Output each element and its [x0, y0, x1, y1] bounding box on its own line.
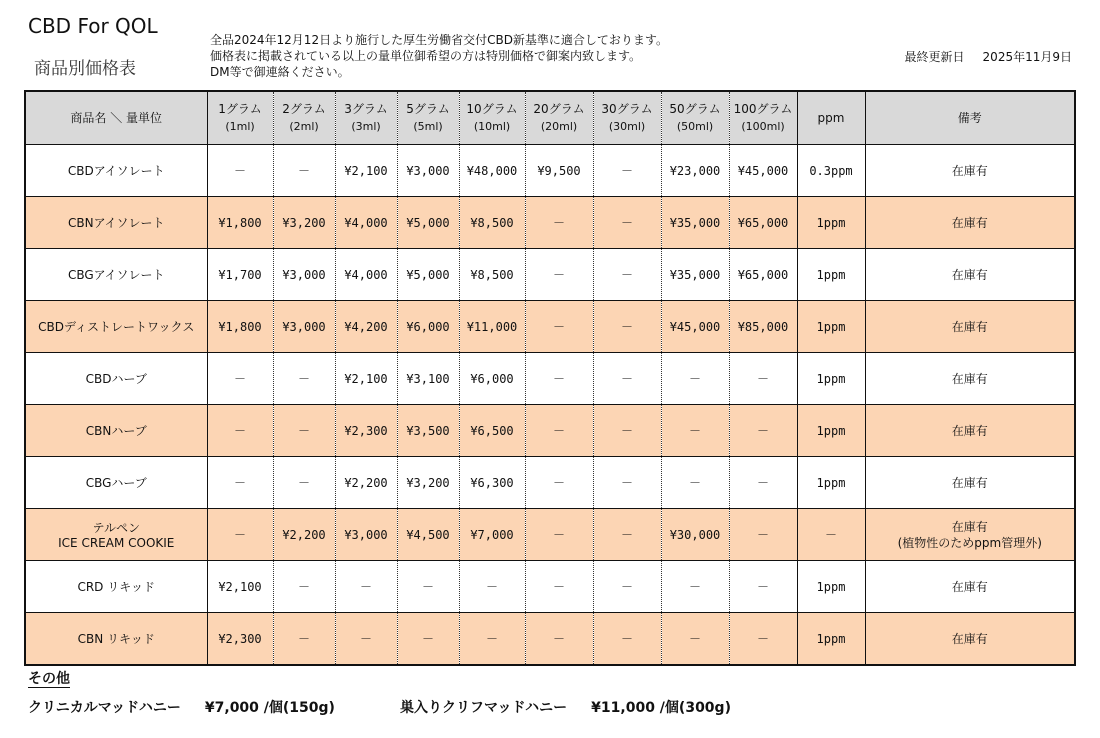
price-cell: － — [273, 561, 335, 613]
price-cell: ¥4,000 — [335, 197, 397, 249]
product-name: CRD リキッド — [77, 580, 156, 594]
column-header-unit: (5ml) — [413, 120, 443, 133]
price-cell: ¥4,500 — [397, 509, 459, 561]
column-header-unit: (10ml) — [473, 120, 511, 133]
column-header — [335, 91, 397, 145]
column-header — [661, 91, 729, 145]
product-name-cell — [25, 457, 207, 509]
table-row — [25, 457, 1075, 509]
price-cell: － — [207, 353, 273, 405]
price-cell: ¥2,100 — [207, 561, 273, 613]
price-cell: － — [273, 353, 335, 405]
other-item-name: クリニカルマッドハニー — [28, 700, 181, 716]
note-text: 在庫有 — [951, 579, 988, 594]
price-cell: － — [335, 561, 397, 613]
ppm-cell: 1ppm — [797, 561, 865, 613]
ppm-cell: 1ppm — [797, 613, 865, 666]
price-cell: ¥2,200 — [335, 457, 397, 509]
note-cell — [865, 561, 1075, 613]
note-text: 在庫有 — [951, 371, 988, 386]
price-cell: ¥11,000 — [459, 301, 525, 353]
price-cell: － — [593, 353, 661, 405]
column-header-label: 3グラム — [344, 102, 388, 116]
note-cell — [865, 301, 1075, 353]
table-row — [25, 613, 1075, 666]
column-header-label: 10グラム — [466, 102, 518, 116]
table-row — [25, 561, 1075, 613]
product-name-cell — [25, 145, 207, 197]
note-cell — [865, 353, 1075, 405]
ppm-cell: 1ppm — [797, 249, 865, 301]
price-cell: － — [661, 457, 729, 509]
note-text: 在庫有 — [951, 215, 988, 230]
price-cell: ¥1,800 — [207, 197, 273, 249]
price-cell: ¥85,000 — [729, 301, 797, 353]
price-cell: ¥2,100 — [335, 353, 397, 405]
price-cell: － — [525, 561, 593, 613]
column-header-unit: (2ml) — [289, 120, 319, 133]
column-header-label: 20グラム — [533, 102, 585, 116]
column-header — [865, 91, 1075, 145]
price-cell: － — [729, 613, 797, 666]
price-cell: － — [593, 405, 661, 457]
price-cell: ¥3,000 — [397, 145, 459, 197]
product-name: テルペン — [92, 521, 140, 535]
price-cell: － — [729, 561, 797, 613]
note-text: 在庫有 — [951, 475, 988, 490]
price-cell: － — [525, 301, 593, 353]
price-cell: ¥35,000 — [661, 197, 729, 249]
column-header — [273, 91, 335, 145]
column-header-label: 50グラム — [669, 102, 721, 116]
ppm-cell: － — [797, 509, 865, 561]
table-row — [25, 301, 1075, 353]
product-name-cell — [25, 249, 207, 301]
price-cell: ¥3,200 — [273, 197, 335, 249]
note-cell — [865, 405, 1075, 457]
page-subtitle: 商品別価格表 — [34, 59, 136, 79]
price-cell: － — [593, 301, 661, 353]
price-cell: － — [207, 145, 273, 197]
price-cell: ¥1,800 — [207, 301, 273, 353]
column-header-unit: (1ml) — [225, 120, 255, 133]
column-header — [25, 91, 207, 145]
price-cell: ¥6,500 — [459, 405, 525, 457]
column-header — [207, 91, 273, 145]
note-text: 在庫有 — [951, 519, 988, 534]
price-cell: ¥3,000 — [273, 249, 335, 301]
note-cell — [865, 145, 1075, 197]
ppm-cell: 1ppm — [797, 457, 865, 509]
price-cell: ¥6,000 — [397, 301, 459, 353]
note-cell — [865, 509, 1075, 561]
table-row — [25, 249, 1075, 301]
column-header-label: 30グラム — [601, 102, 653, 116]
table-row — [25, 405, 1075, 457]
note-text: (植物性のためppm管理外) — [897, 535, 1042, 550]
price-cell: － — [335, 613, 397, 666]
price-cell: － — [397, 613, 459, 666]
price-cell: ¥5,000 — [397, 249, 459, 301]
ppm-cell: 1ppm — [797, 301, 865, 353]
price-cell: － — [729, 509, 797, 561]
price-cell: ¥6,000 — [459, 353, 525, 405]
price-cell: ¥3,000 — [335, 509, 397, 561]
column-header-label: 備考 — [957, 110, 982, 125]
price-cell: － — [593, 249, 661, 301]
column-header-label: 2グラム — [282, 102, 326, 116]
price-cell: ¥2,300 — [207, 613, 273, 666]
column-header — [397, 91, 459, 145]
ppm-cell: 1ppm — [797, 405, 865, 457]
price-cell: － — [397, 561, 459, 613]
column-header-unit: (20ml) — [540, 120, 578, 133]
price-cell: ¥48,000 — [459, 145, 525, 197]
price-cell: ¥30,000 — [661, 509, 729, 561]
note-cell — [865, 249, 1075, 301]
column-header — [797, 91, 865, 145]
price-cell: － — [593, 613, 661, 666]
column-header — [459, 91, 525, 145]
column-header-label: 100グラム — [733, 102, 793, 116]
price-cell: ¥3,000 — [273, 301, 335, 353]
note-cell — [865, 613, 1075, 666]
price-cell: ¥3,100 — [397, 353, 459, 405]
table-row — [25, 197, 1075, 249]
price-cell: － — [661, 613, 729, 666]
price-cell: ¥3,200 — [397, 457, 459, 509]
column-header-label: 商品名 ＼ 量単位 — [70, 110, 163, 125]
price-cell: ¥9,500 — [525, 145, 593, 197]
price-cell: ¥2,300 — [335, 405, 397, 457]
product-name: CBNハーブ — [85, 424, 147, 438]
note-text: 在庫有 — [951, 423, 988, 438]
column-header — [593, 91, 661, 145]
ppm-cell: 1ppm — [797, 197, 865, 249]
price-cell: ¥5,000 — [397, 197, 459, 249]
price-cell: ¥6,300 — [459, 457, 525, 509]
other-section-title: その他 — [28, 671, 70, 687]
price-cell: － — [525, 457, 593, 509]
product-name-cell — [25, 509, 207, 561]
price-cell: ¥45,000 — [729, 145, 797, 197]
price-cell: － — [729, 457, 797, 509]
price-cell: ¥65,000 — [729, 249, 797, 301]
column-header-label: 1グラム — [218, 102, 262, 116]
product-name-cell — [25, 561, 207, 613]
column-header-label: 5グラム — [406, 102, 450, 116]
table-row — [25, 509, 1075, 561]
product-name-cell — [25, 301, 207, 353]
price-cell: ¥2,100 — [335, 145, 397, 197]
price-cell: － — [729, 353, 797, 405]
column-header — [525, 91, 593, 145]
price-cell: － — [525, 613, 593, 666]
price-cell: ¥3,500 — [397, 405, 459, 457]
price-cell: － — [593, 145, 661, 197]
other-item-price: ¥11,000 /個(300g) — [591, 700, 731, 716]
column-header — [729, 91, 797, 145]
table-row — [25, 145, 1075, 197]
note-cell — [865, 197, 1075, 249]
price-cell: ¥8,500 — [459, 249, 525, 301]
column-header-label: ppm — [817, 110, 845, 125]
price-cell: － — [525, 405, 593, 457]
price-cell: － — [729, 405, 797, 457]
table-body — [25, 145, 1075, 666]
price-cell: － — [661, 561, 729, 613]
note-cell — [865, 457, 1075, 509]
note-text: 在庫有 — [951, 631, 988, 646]
product-name-cell — [25, 353, 207, 405]
product-name: CBGアイソレート — [67, 268, 165, 282]
price-cell: － — [273, 613, 335, 666]
product-name-cell — [25, 405, 207, 457]
price-cell: － — [661, 353, 729, 405]
price-cell: － — [273, 145, 335, 197]
price-cell: － — [207, 457, 273, 509]
column-header-unit: (100ml) — [741, 120, 785, 133]
other-item-name: 巣入りクリフマッドハニー — [400, 700, 568, 716]
last-updated — [905, 48, 1072, 65]
price-cell: ¥4,000 — [335, 249, 397, 301]
product-name: CBDハーブ — [85, 372, 147, 386]
price-cell: － — [273, 457, 335, 509]
price-cell: － — [593, 509, 661, 561]
other-item — [400, 697, 731, 717]
page-title: CBD For QOL — [28, 14, 158, 38]
price-cell: － — [273, 405, 335, 457]
product-name-cell — [25, 197, 207, 249]
column-header-unit: (3ml) — [351, 120, 381, 133]
price-cell: ¥4,200 — [335, 301, 397, 353]
price-cell: － — [593, 457, 661, 509]
price-cell: ¥23,000 — [661, 145, 729, 197]
note-line: DM等で御連絡ください。 — [210, 65, 350, 79]
price-cell: ¥45,000 — [661, 301, 729, 353]
other-item-price: ¥7,000 /個(150g) — [204, 700, 335, 716]
ppm-cell: 1ppm — [797, 353, 865, 405]
column-header-unit: (50ml) — [676, 120, 714, 133]
product-name: CBDディストレートワックス — [38, 320, 195, 334]
price-cell: － — [207, 509, 273, 561]
price-cell: － — [207, 405, 273, 457]
product-name: CBN リキッド — [77, 632, 155, 646]
price-cell: ¥7,000 — [459, 509, 525, 561]
other-item — [28, 697, 335, 717]
product-name: CBDアイソレート — [67, 164, 165, 178]
ppm-cell: 0.3ppm — [797, 145, 865, 197]
note-line: 価格表に掲載されている以上の量単位御希望の方は特別価格で御案内致します。 — [210, 49, 642, 63]
product-name-cell — [25, 613, 207, 666]
price-cell: ¥65,000 — [729, 197, 797, 249]
updated-label: 最終更新日 — [904, 50, 965, 64]
table-header-row — [25, 91, 1075, 145]
price-cell: ¥8,500 — [459, 197, 525, 249]
price-cell: － — [661, 405, 729, 457]
note-text: 在庫有 — [951, 319, 988, 334]
price-cell: － — [525, 249, 593, 301]
price-cell: ¥1,700 — [207, 249, 273, 301]
notes-block — [210, 32, 668, 80]
price-cell: ¥35,000 — [661, 249, 729, 301]
product-name: CBGハーブ — [85, 476, 147, 490]
updated-date: 2025年11月9日 — [982, 50, 1072, 64]
price-cell: ¥2,200 — [273, 509, 335, 561]
price-table — [24, 90, 1076, 666]
note-text: 在庫有 — [951, 163, 988, 178]
column-header-unit: (30ml) — [608, 120, 646, 133]
price-cell: － — [525, 353, 593, 405]
price-cell: － — [593, 197, 661, 249]
note-text: 在庫有 — [951, 267, 988, 282]
price-cell: － — [459, 613, 525, 666]
note-line: 全品2024年12月12日より施行した厚生労働省交付CBD新基準に適合しております。 — [210, 33, 668, 47]
price-cell: － — [459, 561, 525, 613]
product-name: CBNアイソレート — [67, 216, 165, 230]
price-cell: － — [593, 561, 661, 613]
table-row — [25, 353, 1075, 405]
price-cell: － — [525, 197, 593, 249]
product-name: ICE CREAM COOKIE — [58, 536, 175, 550]
price-cell: － — [525, 509, 593, 561]
